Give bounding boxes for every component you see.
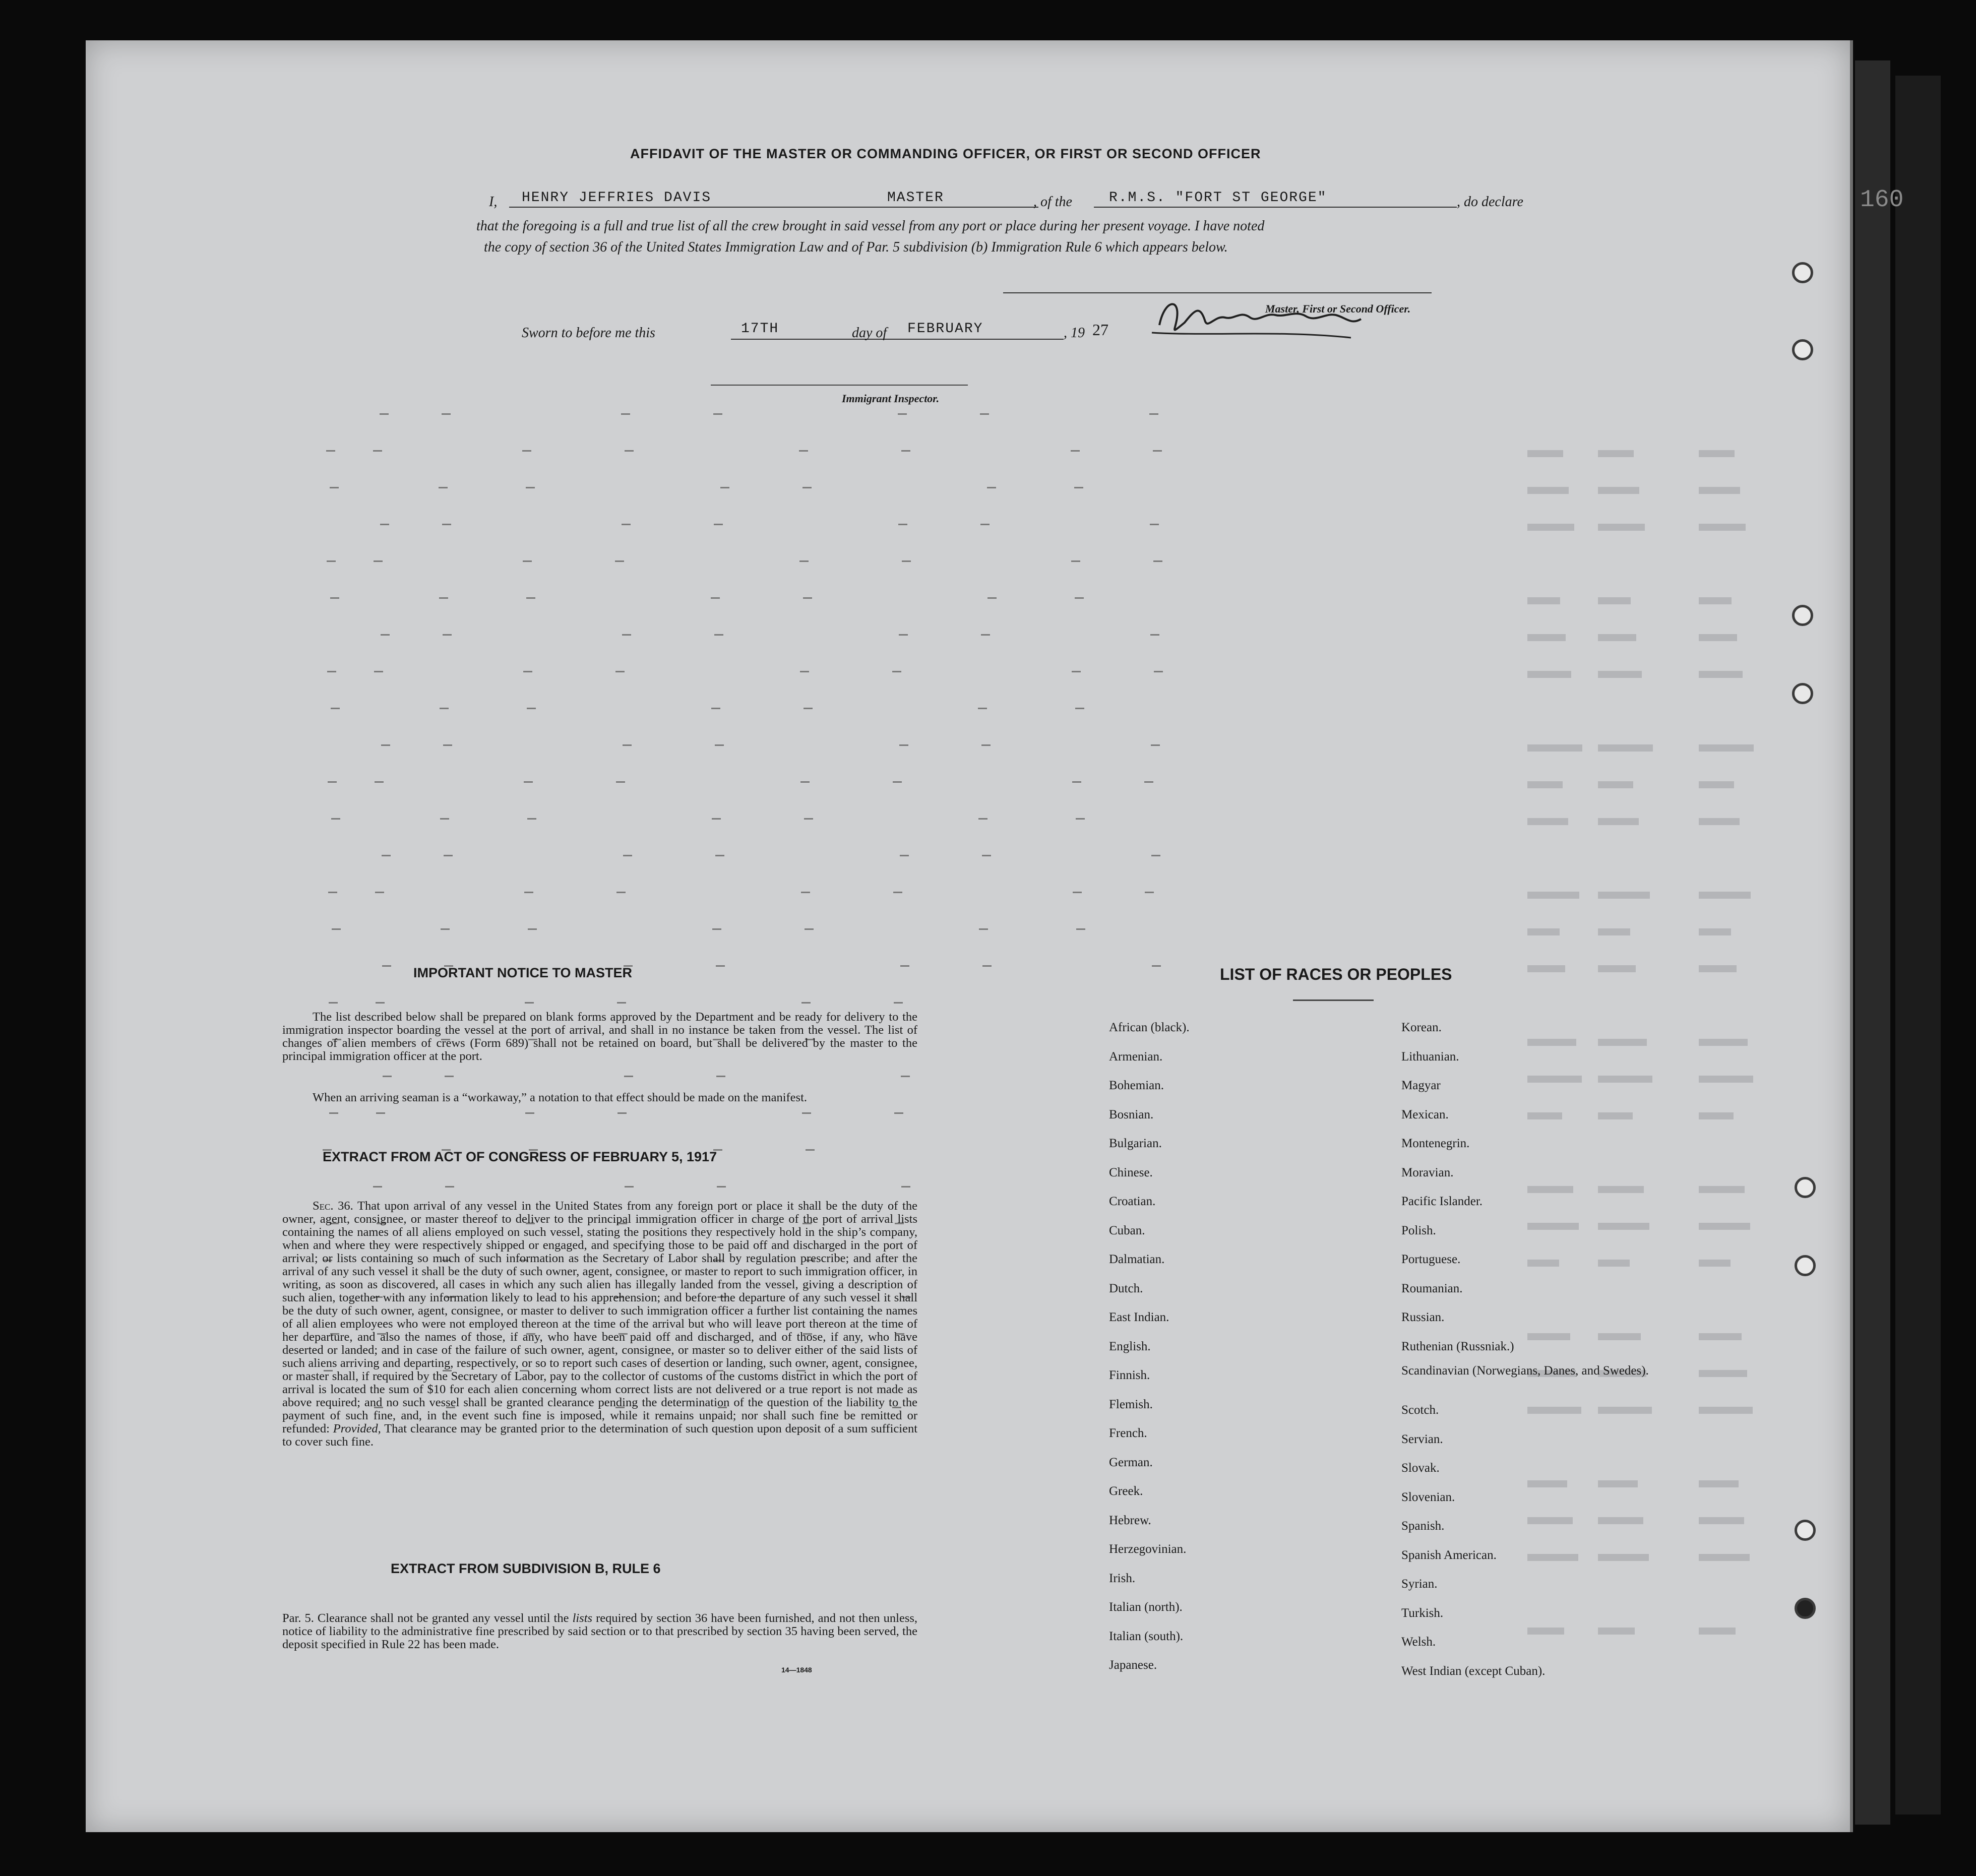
notice-heading: IMPORTANT NOTICE TO MASTER bbox=[413, 965, 632, 980]
inspector-signature-line bbox=[711, 385, 968, 386]
races-heading: LIST OF RACES OR PEOPLES bbox=[1220, 965, 1452, 983]
bleed-mark bbox=[1150, 524, 1159, 525]
bleed-mark bbox=[1699, 1480, 1739, 1487]
bleed-mark bbox=[444, 855, 453, 856]
bleed-mark bbox=[1598, 634, 1636, 641]
bleed-mark bbox=[380, 413, 389, 415]
sworn-year: 27 bbox=[1092, 321, 1108, 339]
bleed-mark bbox=[804, 818, 813, 820]
bleed-mark bbox=[899, 744, 908, 746]
bleed-mark bbox=[1699, 1554, 1750, 1561]
day-of-text: day of bbox=[852, 325, 887, 341]
punch-hole-icon bbox=[1792, 605, 1813, 626]
bleed-mark bbox=[1699, 671, 1743, 678]
bleed-mark bbox=[1527, 781, 1563, 788]
bleed-mark bbox=[330, 487, 339, 488]
bleed-mark bbox=[522, 450, 531, 452]
bleed-mark bbox=[898, 413, 907, 415]
bleed-mark bbox=[1149, 413, 1158, 415]
bleed-mark bbox=[1699, 634, 1737, 641]
bleed-mark bbox=[1527, 487, 1569, 494]
bleed-mark bbox=[894, 1112, 903, 1114]
bleed-mark bbox=[441, 928, 450, 930]
race-item: West Indian (except Cuban). bbox=[1401, 1664, 1546, 1678]
vessel-line bbox=[1094, 207, 1457, 208]
master-signature bbox=[1149, 295, 1371, 340]
bleed-mark bbox=[802, 1112, 811, 1114]
affidavit-line-3: the copy of section 36 of the United States Immigration Law and of Par. 5 subdivision (b) Immigration Rule 6 which appears below. bbox=[484, 239, 1228, 255]
bleed-mark bbox=[1527, 524, 1574, 531]
race-item: Moravian. bbox=[1401, 1165, 1454, 1179]
race-item: Lithuanian. bbox=[1401, 1049, 1459, 1064]
bleed-mark bbox=[716, 965, 725, 967]
race-item: Montenegrin. bbox=[1401, 1137, 1470, 1150]
race-item: Roumanian. bbox=[1401, 1281, 1463, 1295]
bleed-mark bbox=[445, 1186, 454, 1187]
races-heading-rule bbox=[1293, 999, 1374, 1001]
section-text: That upon arrival of any vessel in the United States from any foreign port or place it shall be the duty of the owner, agent, consignee, or master thereof to deliver to the principal immigration officer in charge of the port of arrival lists containing the names of all aliens employed on such vessel, stating the positions they respectively hold in the ship’s company, when and where they were respectively shipped or engaged, and specifying those to be paid off and discharged in the port of arrival; or lists containing so much of such information as the Secretary of Labor shall by regulation prescribe; and after the arrival of any such vessel it shall be the duty of such owner, agent, consignee, or master to report to such immigration officer, in writing, as soon as discovered, all cases in which any such alien has illegally landed from the vessel, giving a description of such alien, together with any information likely to lead to his apprehension; and before the departure of any such vessel it shall be the duty of such owner, agent, consignee, or master to deliver to such immigration officer a further list containing the names of all alien employees who were not employed thereon at the time of the arrival but who will leave port thereon at the time of her departure, and also the names of those, if any, who have been paid off and discharged, and of those, if any, who have deserted or landed; and in case of the failure of such owner, agent, consignee, or master so to deliver either of the said lists of such aliens arriving and departing, respectively, or so to report such cases of desertion or landing, such owner, agent, consignee, or master shall, if required by the Secretary of Labor, pay to the collector of customs of the customs district in which the port of arrival is located the sum of $10 for each alien concerning whom correct lists are not delivered or a true report is not made as above required; and no such vessel shall be granted clearance pending the determination of the question of the liability to the payment of such fine, and, in the event such fine is imposed, while it remains unpaid; nor shall such fine be remitted or refunded: bbox=[282, 1199, 917, 1435]
bleed-mark bbox=[1699, 1517, 1744, 1524]
bleed-mark bbox=[978, 818, 987, 820]
bleed-mark bbox=[806, 1149, 815, 1151]
bleed-mark bbox=[717, 1186, 726, 1187]
bleed-mark bbox=[1598, 781, 1633, 788]
bleed-mark bbox=[375, 892, 384, 893]
race-item: Magyar bbox=[1401, 1079, 1441, 1092]
bleed-mark bbox=[1154, 671, 1163, 672]
race-item: German. bbox=[1109, 1455, 1153, 1469]
punch-hole-icon bbox=[1792, 339, 1813, 360]
bleed-mark bbox=[901, 1076, 910, 1077]
bleed-mark bbox=[799, 450, 808, 452]
race-item: Spanish. bbox=[1401, 1519, 1445, 1533]
race-item: Hebrew. bbox=[1109, 1513, 1151, 1527]
name-line bbox=[509, 207, 1038, 208]
race-item: Herzegovinian. bbox=[1109, 1542, 1187, 1556]
bleed-mark bbox=[899, 634, 908, 636]
race-item: Flemish. bbox=[1109, 1397, 1153, 1411]
race-item: Portuguese. bbox=[1401, 1253, 1461, 1266]
vessel-name: R.M.S. "FORT ST GEORGE" bbox=[1109, 190, 1327, 206]
bleed-mark bbox=[373, 450, 382, 452]
bleed-mark bbox=[376, 1002, 385, 1004]
bleed-mark bbox=[1527, 597, 1560, 604]
punch-hole-icon bbox=[1795, 1177, 1816, 1198]
page-edge-strip bbox=[1855, 60, 1890, 1825]
race-item: Ruthenian (Russniak.) bbox=[1401, 1339, 1514, 1353]
bleed-mark bbox=[1699, 1407, 1753, 1414]
bleed-mark bbox=[523, 671, 532, 672]
bleed-mark bbox=[1076, 818, 1085, 820]
bleed-mark bbox=[1074, 487, 1083, 488]
race-item: Scandinavian (Norwegians, Danes, and Swedes). bbox=[1401, 1364, 1649, 1378]
bleed-mark bbox=[1699, 1039, 1748, 1046]
master-name: HENRY JEFFRIES DAVIS bbox=[522, 190, 712, 206]
bleed-mark bbox=[1073, 892, 1082, 893]
bleed-mark bbox=[803, 597, 812, 599]
bleed-mark bbox=[1699, 818, 1740, 825]
bleed-mark bbox=[525, 1002, 534, 1004]
race-item: Japanese. bbox=[1109, 1658, 1157, 1672]
bleed-mark bbox=[327, 560, 336, 562]
year-prefix: , 19 bbox=[1064, 325, 1085, 341]
race-item: Russian. bbox=[1401, 1310, 1445, 1324]
bleed-mark bbox=[1699, 1186, 1745, 1193]
race-item: East Indian. bbox=[1109, 1310, 1169, 1324]
bleed-mark bbox=[330, 597, 339, 599]
signature-line bbox=[1003, 292, 1432, 293]
signature-caption: Master, First or Second Officer. bbox=[1265, 302, 1411, 315]
bleed-mark bbox=[720, 487, 729, 488]
bleed-mark bbox=[329, 1002, 338, 1004]
race-item: Dutch. bbox=[1109, 1281, 1143, 1295]
document-page bbox=[86, 40, 1853, 1832]
race-item: Cuban. bbox=[1109, 1223, 1145, 1237]
bleed-mark bbox=[1699, 487, 1740, 494]
affidavit-i: I, bbox=[489, 194, 498, 210]
race-item: Scotch. bbox=[1401, 1403, 1439, 1417]
bleed-mark bbox=[618, 1112, 627, 1114]
notice-paragraph-2: When an arriving seaman is a “workaway,” a notation to that effect should be made on the manifest. bbox=[313, 1091, 808, 1104]
bleed-mark bbox=[616, 781, 625, 783]
bleed-mark bbox=[622, 524, 631, 525]
bleed-mark bbox=[900, 855, 909, 856]
race-item: Bohemian. bbox=[1109, 1079, 1164, 1092]
bleed-mark bbox=[805, 928, 814, 930]
bleed-mark bbox=[331, 818, 340, 820]
bleed-mark bbox=[1598, 597, 1631, 604]
bleed-mark bbox=[800, 781, 810, 783]
bleed-mark bbox=[1527, 671, 1571, 678]
bleed-mark bbox=[1152, 965, 1161, 967]
bleed-mark bbox=[443, 634, 452, 636]
bleed-mark bbox=[1699, 1628, 1736, 1635]
bleed-mark bbox=[1075, 708, 1084, 709]
bleed-mark bbox=[714, 524, 723, 525]
bleed-mark bbox=[374, 560, 383, 562]
of-the-text: , of the bbox=[1033, 194, 1072, 210]
bleed-mark bbox=[801, 892, 810, 893]
bleed-mark bbox=[1598, 928, 1630, 935]
bleed-mark bbox=[901, 1186, 910, 1187]
bleed-mark bbox=[1527, 965, 1565, 972]
bleed-mark bbox=[523, 560, 532, 562]
bleed-mark bbox=[525, 1112, 534, 1114]
act-extract-text bbox=[282, 1200, 917, 1449]
bleed-mark bbox=[443, 744, 452, 746]
bleed-mark bbox=[712, 928, 721, 930]
bleed-mark bbox=[1699, 781, 1734, 788]
race-item: Armenian. bbox=[1109, 1049, 1163, 1064]
bleed-mark bbox=[898, 524, 907, 525]
bleed-mark bbox=[1699, 1370, 1747, 1377]
punch-hole-icon bbox=[1792, 262, 1813, 283]
bleed-mark bbox=[623, 855, 632, 856]
bleed-mark bbox=[622, 634, 631, 636]
bleed-mark bbox=[1699, 744, 1754, 752]
race-item: Greek. bbox=[1109, 1484, 1143, 1498]
race-item: Pacific Islander. bbox=[1401, 1195, 1483, 1208]
bleed-mark bbox=[1699, 928, 1731, 935]
bleed-mark bbox=[524, 892, 533, 893]
race-item: Italian (south). bbox=[1109, 1629, 1184, 1643]
bleed-mark bbox=[1699, 1333, 1742, 1340]
bleed-mark bbox=[711, 708, 720, 709]
bleed-mark bbox=[1699, 892, 1751, 899]
race-item: Korean. bbox=[1401, 1021, 1442, 1034]
races-right-column bbox=[1401, 1013, 1684, 1685]
bleed-mark bbox=[893, 781, 902, 783]
bleed-mark bbox=[526, 597, 535, 599]
bleed-mark bbox=[329, 1112, 338, 1114]
bleed-mark bbox=[982, 855, 991, 856]
bleed-mark bbox=[624, 1076, 633, 1077]
page-number: 160 bbox=[1860, 186, 1904, 214]
bleed-mark bbox=[712, 818, 721, 820]
bleed-mark bbox=[981, 634, 990, 636]
inspector-caption: Immigrant Inspector. bbox=[842, 392, 940, 405]
affidavit-line-2: that the foregoing is a full and true list of all the crew brought in said vessel from any port or place during her present voyage. I have noted bbox=[476, 218, 1265, 234]
race-item: French. bbox=[1109, 1426, 1147, 1440]
provided-word: Provided, bbox=[333, 1422, 381, 1435]
bleed-mark bbox=[1598, 818, 1639, 825]
bleed-mark bbox=[1145, 892, 1154, 893]
bleed-mark bbox=[1598, 487, 1639, 494]
bleed-mark bbox=[1527, 892, 1579, 899]
bleed-mark bbox=[1699, 965, 1737, 972]
bleed-mark bbox=[715, 855, 724, 856]
bleed-mark bbox=[801, 1002, 811, 1004]
bleed-mark bbox=[902, 560, 911, 562]
bleed-mark bbox=[1150, 634, 1159, 636]
bleed-mark bbox=[381, 634, 390, 636]
bleed-mark bbox=[987, 597, 997, 599]
bleed-mark bbox=[1598, 892, 1650, 899]
section-label: Sec. 36. bbox=[313, 1199, 353, 1213]
bleed-mark bbox=[1072, 781, 1081, 783]
bleed-mark bbox=[326, 450, 335, 452]
bleed-mark bbox=[380, 524, 389, 525]
bleed-mark bbox=[445, 1076, 454, 1077]
bleed-mark bbox=[383, 1076, 392, 1077]
bleed-mark bbox=[374, 671, 383, 672]
rule-extract-text bbox=[282, 1612, 917, 1651]
bleed-mark bbox=[714, 634, 723, 636]
bleed-mark bbox=[713, 413, 722, 415]
bleed-mark bbox=[1598, 965, 1636, 972]
bleed-mark bbox=[616, 892, 626, 893]
race-item: Welsh. bbox=[1401, 1635, 1436, 1649]
bleed-mark bbox=[440, 818, 449, 820]
page-edge-strip-outer bbox=[1895, 76, 1941, 1815]
bleed-mark bbox=[1071, 560, 1080, 562]
bleed-mark bbox=[1527, 744, 1582, 752]
bleed-mark bbox=[1153, 560, 1162, 562]
race-item: Mexican. bbox=[1401, 1107, 1449, 1121]
punch-hole-icon bbox=[1795, 1598, 1816, 1619]
bleed-mark bbox=[804, 708, 813, 709]
bleed-mark bbox=[900, 965, 909, 967]
bleed-mark bbox=[1527, 634, 1566, 641]
bleed-mark bbox=[442, 524, 451, 525]
bleed-mark bbox=[980, 413, 989, 415]
bleed-mark bbox=[1699, 597, 1732, 604]
affidavit-title: AFFIDAVIT OF THE MASTER OR COMMANDING OFFICER, OR FIRST OR SECOND OFFICER bbox=[630, 146, 1261, 161]
bleed-mark bbox=[1072, 671, 1081, 672]
bleed-mark bbox=[978, 708, 987, 709]
bleed-mark bbox=[623, 744, 632, 746]
bleed-mark bbox=[617, 1002, 626, 1004]
bleed-mark bbox=[800, 671, 809, 672]
race-item: Croatian. bbox=[1109, 1195, 1156, 1208]
bleed-mark bbox=[440, 708, 449, 709]
punch-hole-icon bbox=[1795, 1255, 1816, 1276]
bleed-mark bbox=[894, 1002, 903, 1004]
race-item: Slovenian. bbox=[1401, 1490, 1455, 1504]
bleed-mark bbox=[715, 744, 724, 746]
bleed-mark bbox=[893, 892, 902, 893]
sworn-prefix: Sworn to before me this bbox=[522, 325, 655, 341]
bleed-mark bbox=[892, 671, 901, 672]
race-item: Irish. bbox=[1109, 1571, 1136, 1585]
race-item: Finnish. bbox=[1109, 1368, 1150, 1382]
punch-hole-icon bbox=[1795, 1520, 1816, 1541]
bleed-mark bbox=[980, 524, 990, 525]
bleed-mark bbox=[1699, 1260, 1731, 1267]
race-item: Chinese. bbox=[1109, 1165, 1153, 1179]
race-item: Servian. bbox=[1401, 1432, 1443, 1446]
bleed-mark bbox=[1071, 450, 1080, 452]
bleed-mark bbox=[375, 781, 384, 783]
bleed-mark bbox=[802, 487, 812, 488]
bleed-mark bbox=[382, 855, 391, 856]
bleed-mark bbox=[527, 818, 536, 820]
race-item: Italian (north). bbox=[1109, 1600, 1183, 1614]
sworn-day: 17TH bbox=[741, 321, 779, 337]
form-number: 14—1848 bbox=[781, 1666, 812, 1674]
bleed-mark bbox=[1598, 450, 1634, 457]
notice-paragraph-1: The list described below shall be prepared on blank forms approved by the Department and be ready for delivery to the immigration inspector boarding the vessel at the port of arrival, and shall in no instance be taken from the vessel. The list of changes of alien members of crews (Form 689) shall not be retained on board, but shall be delivered by the master to the principal immigration officer at the port. bbox=[282, 1010, 917, 1063]
bleed-mark bbox=[1153, 450, 1162, 452]
bleed-mark bbox=[1151, 855, 1160, 856]
bleed-mark bbox=[1699, 1076, 1753, 1083]
bleed-mark bbox=[526, 487, 535, 488]
bleed-mark bbox=[527, 708, 536, 709]
bleed-mark bbox=[1075, 597, 1084, 599]
section-text-end: That clearance may be granted prior to the determination of such question upon deposit of a sum sufficient to cover such fine. bbox=[282, 1422, 918, 1449]
bleed-mark bbox=[1151, 744, 1160, 746]
bleed-mark bbox=[979, 928, 988, 930]
sworn-month: FEBRUARY bbox=[907, 321, 983, 337]
act-extract-heading: EXTRACT FROM ACT OF CONGRESS OF FEBRUARY 5, 1917 bbox=[323, 1149, 717, 1164]
bleed-mark bbox=[439, 487, 448, 488]
race-item: Slovak. bbox=[1401, 1461, 1440, 1475]
bleed-mark bbox=[982, 965, 992, 967]
bleed-mark bbox=[1527, 928, 1560, 935]
bleed-mark bbox=[328, 892, 337, 893]
race-item: Turkish. bbox=[1401, 1606, 1444, 1620]
bleed-mark bbox=[332, 928, 341, 930]
bleed-mark bbox=[799, 560, 809, 562]
bleed-mark bbox=[615, 671, 625, 672]
bleed-mark bbox=[1699, 450, 1735, 457]
bleed-mark bbox=[327, 671, 336, 672]
bleed-mark bbox=[987, 487, 996, 488]
bleed-mark bbox=[621, 413, 630, 415]
bleed-mark bbox=[1144, 781, 1153, 783]
bleed-mark bbox=[1598, 671, 1642, 678]
race-item: Bosnian. bbox=[1109, 1107, 1154, 1121]
bleed-mark bbox=[716, 1076, 725, 1077]
bleed-mark bbox=[328, 781, 337, 783]
race-item: English. bbox=[1109, 1339, 1151, 1353]
bleed-mark bbox=[382, 965, 391, 967]
bleed-mark bbox=[1076, 928, 1085, 930]
bleed-mark bbox=[528, 928, 537, 930]
bleed-mark bbox=[625, 450, 634, 452]
races-left-column bbox=[1109, 1013, 1361, 1680]
bleed-mark bbox=[711, 597, 720, 599]
rule-text-a: Par. 5. Clearance shall not be granted any vessel until the bbox=[282, 1611, 569, 1625]
race-item: Polish. bbox=[1401, 1223, 1436, 1237]
sworn-month-line bbox=[902, 339, 1064, 340]
bleed-mark bbox=[1699, 524, 1746, 531]
bleed-mark bbox=[442, 413, 451, 415]
bleed-mark bbox=[981, 744, 991, 746]
race-item: Spanish American. bbox=[1401, 1548, 1497, 1562]
race-item: Bulgarian. bbox=[1109, 1137, 1162, 1150]
bleed-mark bbox=[901, 450, 910, 452]
rule-text-b: required by section 36 have been furnished, and not then unless, notice of liability to the administrative fine prescribed by said section or to that prescribed by section 35 having been served, the deposit specified in Rule 22 has been made. bbox=[282, 1611, 918, 1651]
bleed-mark bbox=[1598, 524, 1645, 531]
bleed-mark bbox=[1527, 450, 1563, 457]
bleed-mark bbox=[1699, 1223, 1750, 1230]
bleed-mark bbox=[1598, 744, 1653, 752]
punch-hole-icon bbox=[1792, 683, 1813, 704]
bleed-mark bbox=[524, 781, 533, 783]
bleed-mark bbox=[625, 1186, 634, 1187]
lists-word: lists bbox=[572, 1611, 593, 1625]
bleed-mark bbox=[1527, 818, 1568, 825]
bleed-mark bbox=[376, 1112, 385, 1114]
do-declare-text: , do declare bbox=[1457, 194, 1523, 210]
bleed-mark bbox=[1699, 1112, 1734, 1119]
bleed-mark bbox=[615, 560, 624, 562]
race-item: African (black). bbox=[1109, 1021, 1190, 1034]
bleed-mark bbox=[439, 597, 448, 599]
bleed-mark bbox=[331, 708, 340, 709]
race-item: Syrian. bbox=[1401, 1577, 1438, 1591]
bleed-mark bbox=[381, 744, 390, 746]
race-item: Dalmatian. bbox=[1109, 1253, 1165, 1266]
master-rank: MASTER bbox=[887, 190, 944, 206]
bleed-mark bbox=[373, 1186, 382, 1187]
rule-extract-heading: EXTRACT FROM SUBDIVISION B, RULE 6 bbox=[391, 1561, 661, 1576]
